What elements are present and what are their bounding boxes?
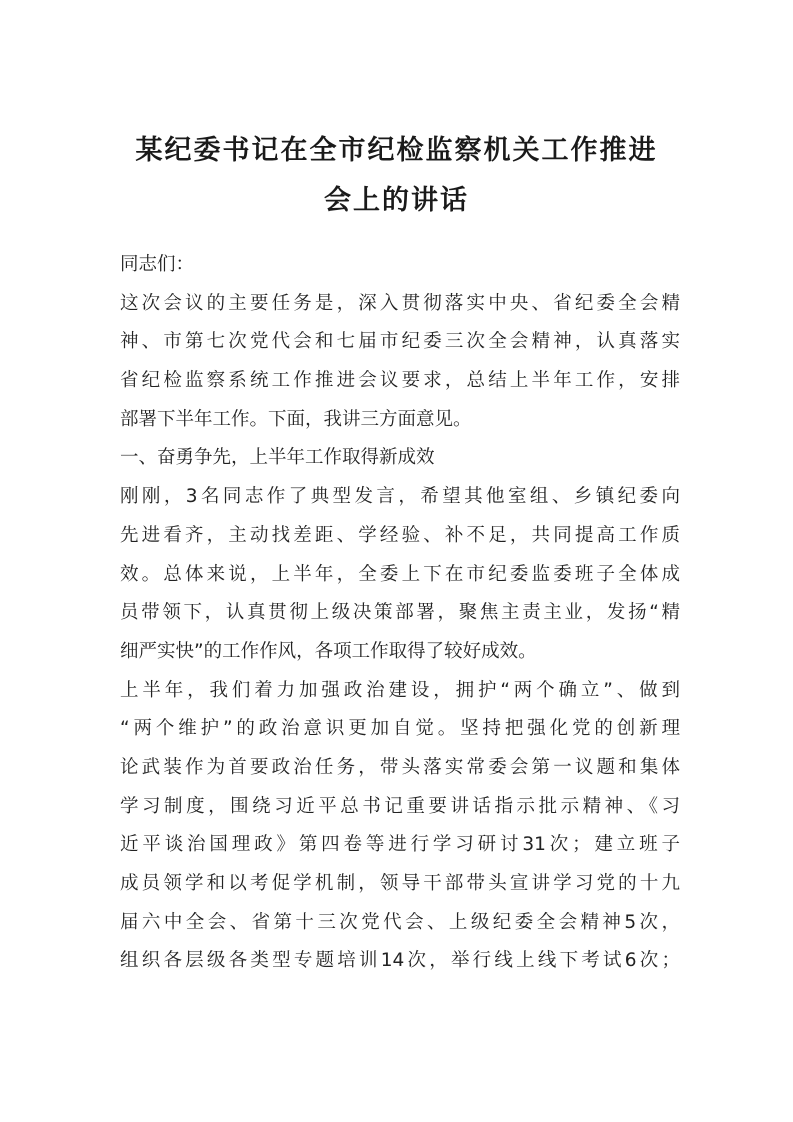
body-line: 部署下半年工作。下面，我讲三方面意见。 [120,408,472,430]
body-line: 细严实快”的工作作风，各项工作取得了较好成效。 [120,640,537,662]
section-heading: 一、奋勇争先，上半年工作取得新成效 [120,447,435,469]
body-line: 组织各层级各类型专题培训14次，举行线上线下考试6次； [120,950,680,972]
body-line: 学习制度，围绕习近平总书记重要讲话指示批示精神、《习 [120,795,680,817]
body-line: 神、市第七次党代会和七届市纪委三次全会精神，认真落实 [120,331,680,353]
body-line: 先进看齐，主动找差距、学经验、补不足，共同提高工作质 [120,524,680,546]
document-title-line-1: 某纪委书记在全市纪检监察机关工作推进 [135,135,658,166]
body-line: 这次会议的主要任务是，深入贯彻落实中央、省纪委全会精 [120,292,680,314]
body-line: 省纪检监察系统工作推进会议要求，总结上半年工作，安排 [120,370,680,392]
body-line: “两个维护”的政治意识更加自觉。坚持把强化党的创新理 [120,718,680,740]
salutation: 同志们： [120,254,195,275]
body-line: 刚刚，3名同志作了典型发言，希望其他室组、乡镇纪委向 [120,486,680,508]
document-title-line-2: 会上的讲话 [324,185,469,216]
body-line: 成员领学和以考促学机制，领导干部带头宣讲学习党的十九 [120,873,680,894]
body-line: 届六中全会、省第十三次党代会、上级纪委全会精神5次， [120,911,680,933]
body-line: 上半年，我们着力加强政治建设，拥护“两个确立”、做到 [120,679,680,701]
body-line: 近平谈治国理政》第四卷等进行学习研讨31次；建立班子 [120,834,680,856]
body-line: 员带领下，认真贯彻上级决策部署，聚焦主责主业，发扬“精 [120,602,680,624]
body-line: 论武装作为首要政治任务，带头落实常委会第一议题和集体 [120,756,680,778]
body-line: 效。总体来说，上半年，全委上下在市纪委监委班子全体成 [120,563,680,585]
document-body [120,246,680,981]
